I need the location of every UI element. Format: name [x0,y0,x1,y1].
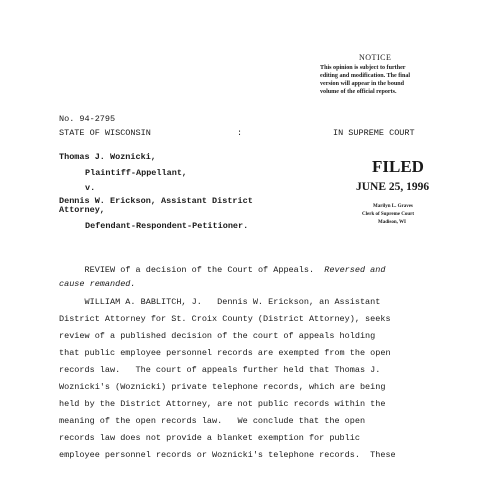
clerk-city: Madison, WI [378,220,406,225]
notice-title: NOTICE [359,53,392,62]
opinion-line: employee personnel records or Woznicki's telephone records. These [59,450,396,460]
disposition-text-cont: cause remanded. [59,279,136,289]
opinion-line: held by the District Attorney, are not public records within the [59,399,386,409]
review-text: REVIEW of a decision of the Court of Appeals. [84,265,315,275]
docket-number: No. 94-2795 [59,114,116,124]
plaintiff-role: Plaintiff-Appellant, [85,168,188,178]
opinion-line: Woznicki's (Woznicki) private telephone records, which are being [59,382,386,392]
opinion-line: records law. The court of appeals further held that Thomas J. [59,365,381,375]
opinion-line: WILLIAM A. BABLITCH, J. Dennis W. Erickson, an Assistant [59,297,381,307]
caption-separator: : [237,128,243,138]
review-line [59,265,385,275]
notice-text-line: This opinion is subject to further [320,65,406,71]
opinion-line: records law does not provide a blanket exemption for public [59,433,360,443]
defendant-name-cont: Attorney, [59,205,105,215]
disposition-text: Reversed and [324,265,386,275]
notice-text-line: editing and modification. The final [320,73,411,79]
clerk-name: Marilyn L. Graves [373,204,413,209]
filed-date: JUNE 25, 1996 [356,181,430,193]
notice-text-line: volume of the official reports. [320,89,397,95]
opinion-line: District Attorney for St. Croix County (District Attorney), seeks [59,314,391,324]
notice-text-line: version will appear in the bound [320,81,405,87]
state-label: STATE OF WISCONSIN [59,128,151,138]
opinion-line: that public employee personnel records are exempted from the open [59,348,391,358]
defendant-role: Defendant-Respondent-Petitioner. [85,221,249,231]
filed-stamp: FILED [372,157,424,176]
clerk-title: Clerk of Supreme Court [362,212,414,217]
opinion-line: meaning of the open records law. We conclude that the open [59,416,366,426]
opinion-line: review of a published decision of the court of appeals holding [59,331,376,341]
court-label: IN SUPREME COURT [333,128,415,138]
plaintiff-name: Thomas J. Woznicki, [59,152,156,162]
versus-label: v. [85,183,96,193]
defendant-name: Dennis W. Erickson, Assistant District [59,196,253,206]
